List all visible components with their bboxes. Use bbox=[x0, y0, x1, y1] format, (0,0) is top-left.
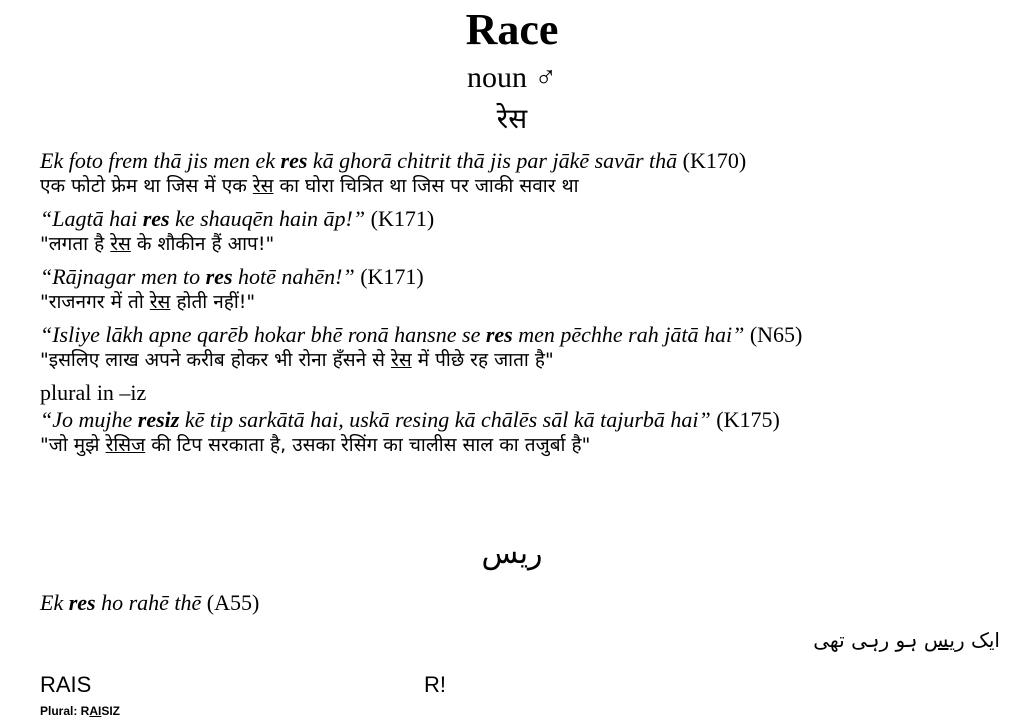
source-ref: (A55) bbox=[206, 590, 260, 615]
stress-underlined: AI bbox=[89, 704, 102, 718]
urdu-example: ایک ریس ہو رہی تھی bbox=[813, 628, 1000, 652]
example-a55: Ek res ho rahē thē (A55) bbox=[40, 590, 260, 615]
entry bbox=[40, 148, 1000, 200]
keyword: res bbox=[68, 590, 96, 615]
transliteration: “Lagtā hai res ke shauqēn hain āp!” (K171) bbox=[40, 206, 435, 232]
keyword: res bbox=[485, 322, 513, 348]
transliteration: Ek foto frem thā jis men ek res kā ghorā chitrit thā jis par jākē savār thā (K170) bbox=[40, 148, 747, 173]
keyword-underlined: रेस bbox=[252, 175, 274, 198]
keyword: res bbox=[205, 264, 233, 290]
transliteration: “Jo mujhe resiz kē tip sarkātā hai, uskā resing kā chālēs sāl kā tajurbā hai” (K175) bbox=[40, 406, 780, 432]
devanagari-line: "लगता है रेस के शौकीन हैं आप!" bbox=[40, 233, 275, 256]
marker-label: R! bbox=[424, 672, 446, 697]
source-ref: (K175) bbox=[716, 406, 780, 432]
keyword: resiz bbox=[137, 406, 180, 432]
source-ref: (K170) bbox=[682, 148, 747, 173]
keyword: res bbox=[280, 148, 308, 173]
devanagari-line: "जो मुझे रेसिज की टिप सरकाता है, उसका रेसिंग का चालीस साल का तजुर्बा है" bbox=[40, 433, 591, 456]
part-of-speech: noun ♂ bbox=[467, 61, 557, 94]
headword: Race bbox=[465, 5, 559, 54]
devanagari-headword: रेस bbox=[496, 102, 528, 135]
entry bbox=[40, 264, 1000, 316]
urdu-headword: ریس bbox=[481, 536, 543, 571]
source-ref: (K171) bbox=[370, 206, 435, 232]
keyword-underlined: ریس bbox=[923, 628, 965, 652]
keyword-underlined: रेस bbox=[110, 233, 131, 256]
devanagari-line: एक फोटो फ्रेम था जिस में एक रेस का घोरा चित्रित था जिस पर जाकी सवार था bbox=[40, 175, 579, 198]
transliteration: “Isliye lākh apne qarēb hokar bhē ronā hansne se res men pēchhe rah jātā hai” (N65) bbox=[40, 322, 803, 348]
transliteration: “Rājnagar men to res hotē nahēn!” (K171) bbox=[40, 264, 424, 290]
plural-pronunciation: Plural: RAISIZ bbox=[40, 704, 121, 718]
devanagari-line: "इसलिए लाख अपने करीब होकर भी रोना हँसने से रेस में पीछे रह जाता है" bbox=[40, 349, 554, 372]
source-ref: (N65) bbox=[749, 322, 803, 348]
pronunciation-label: RAIS bbox=[40, 672, 92, 697]
keyword-underlined: रेस bbox=[149, 291, 171, 314]
entry bbox=[40, 206, 1000, 258]
devanagari-line: "राजनगर में तो रेस होती नहीं!" bbox=[40, 291, 256, 314]
keyword-underlined: रेसिज bbox=[105, 433, 146, 456]
plural-note: plural in –iz bbox=[40, 380, 147, 406]
entry-plural bbox=[40, 407, 1000, 459]
entry bbox=[40, 322, 1000, 374]
entries bbox=[40, 148, 1000, 465]
keyword-underlined: रेस bbox=[391, 349, 412, 372]
keyword: res bbox=[142, 206, 170, 232]
source-ref: (K171) bbox=[360, 264, 424, 290]
